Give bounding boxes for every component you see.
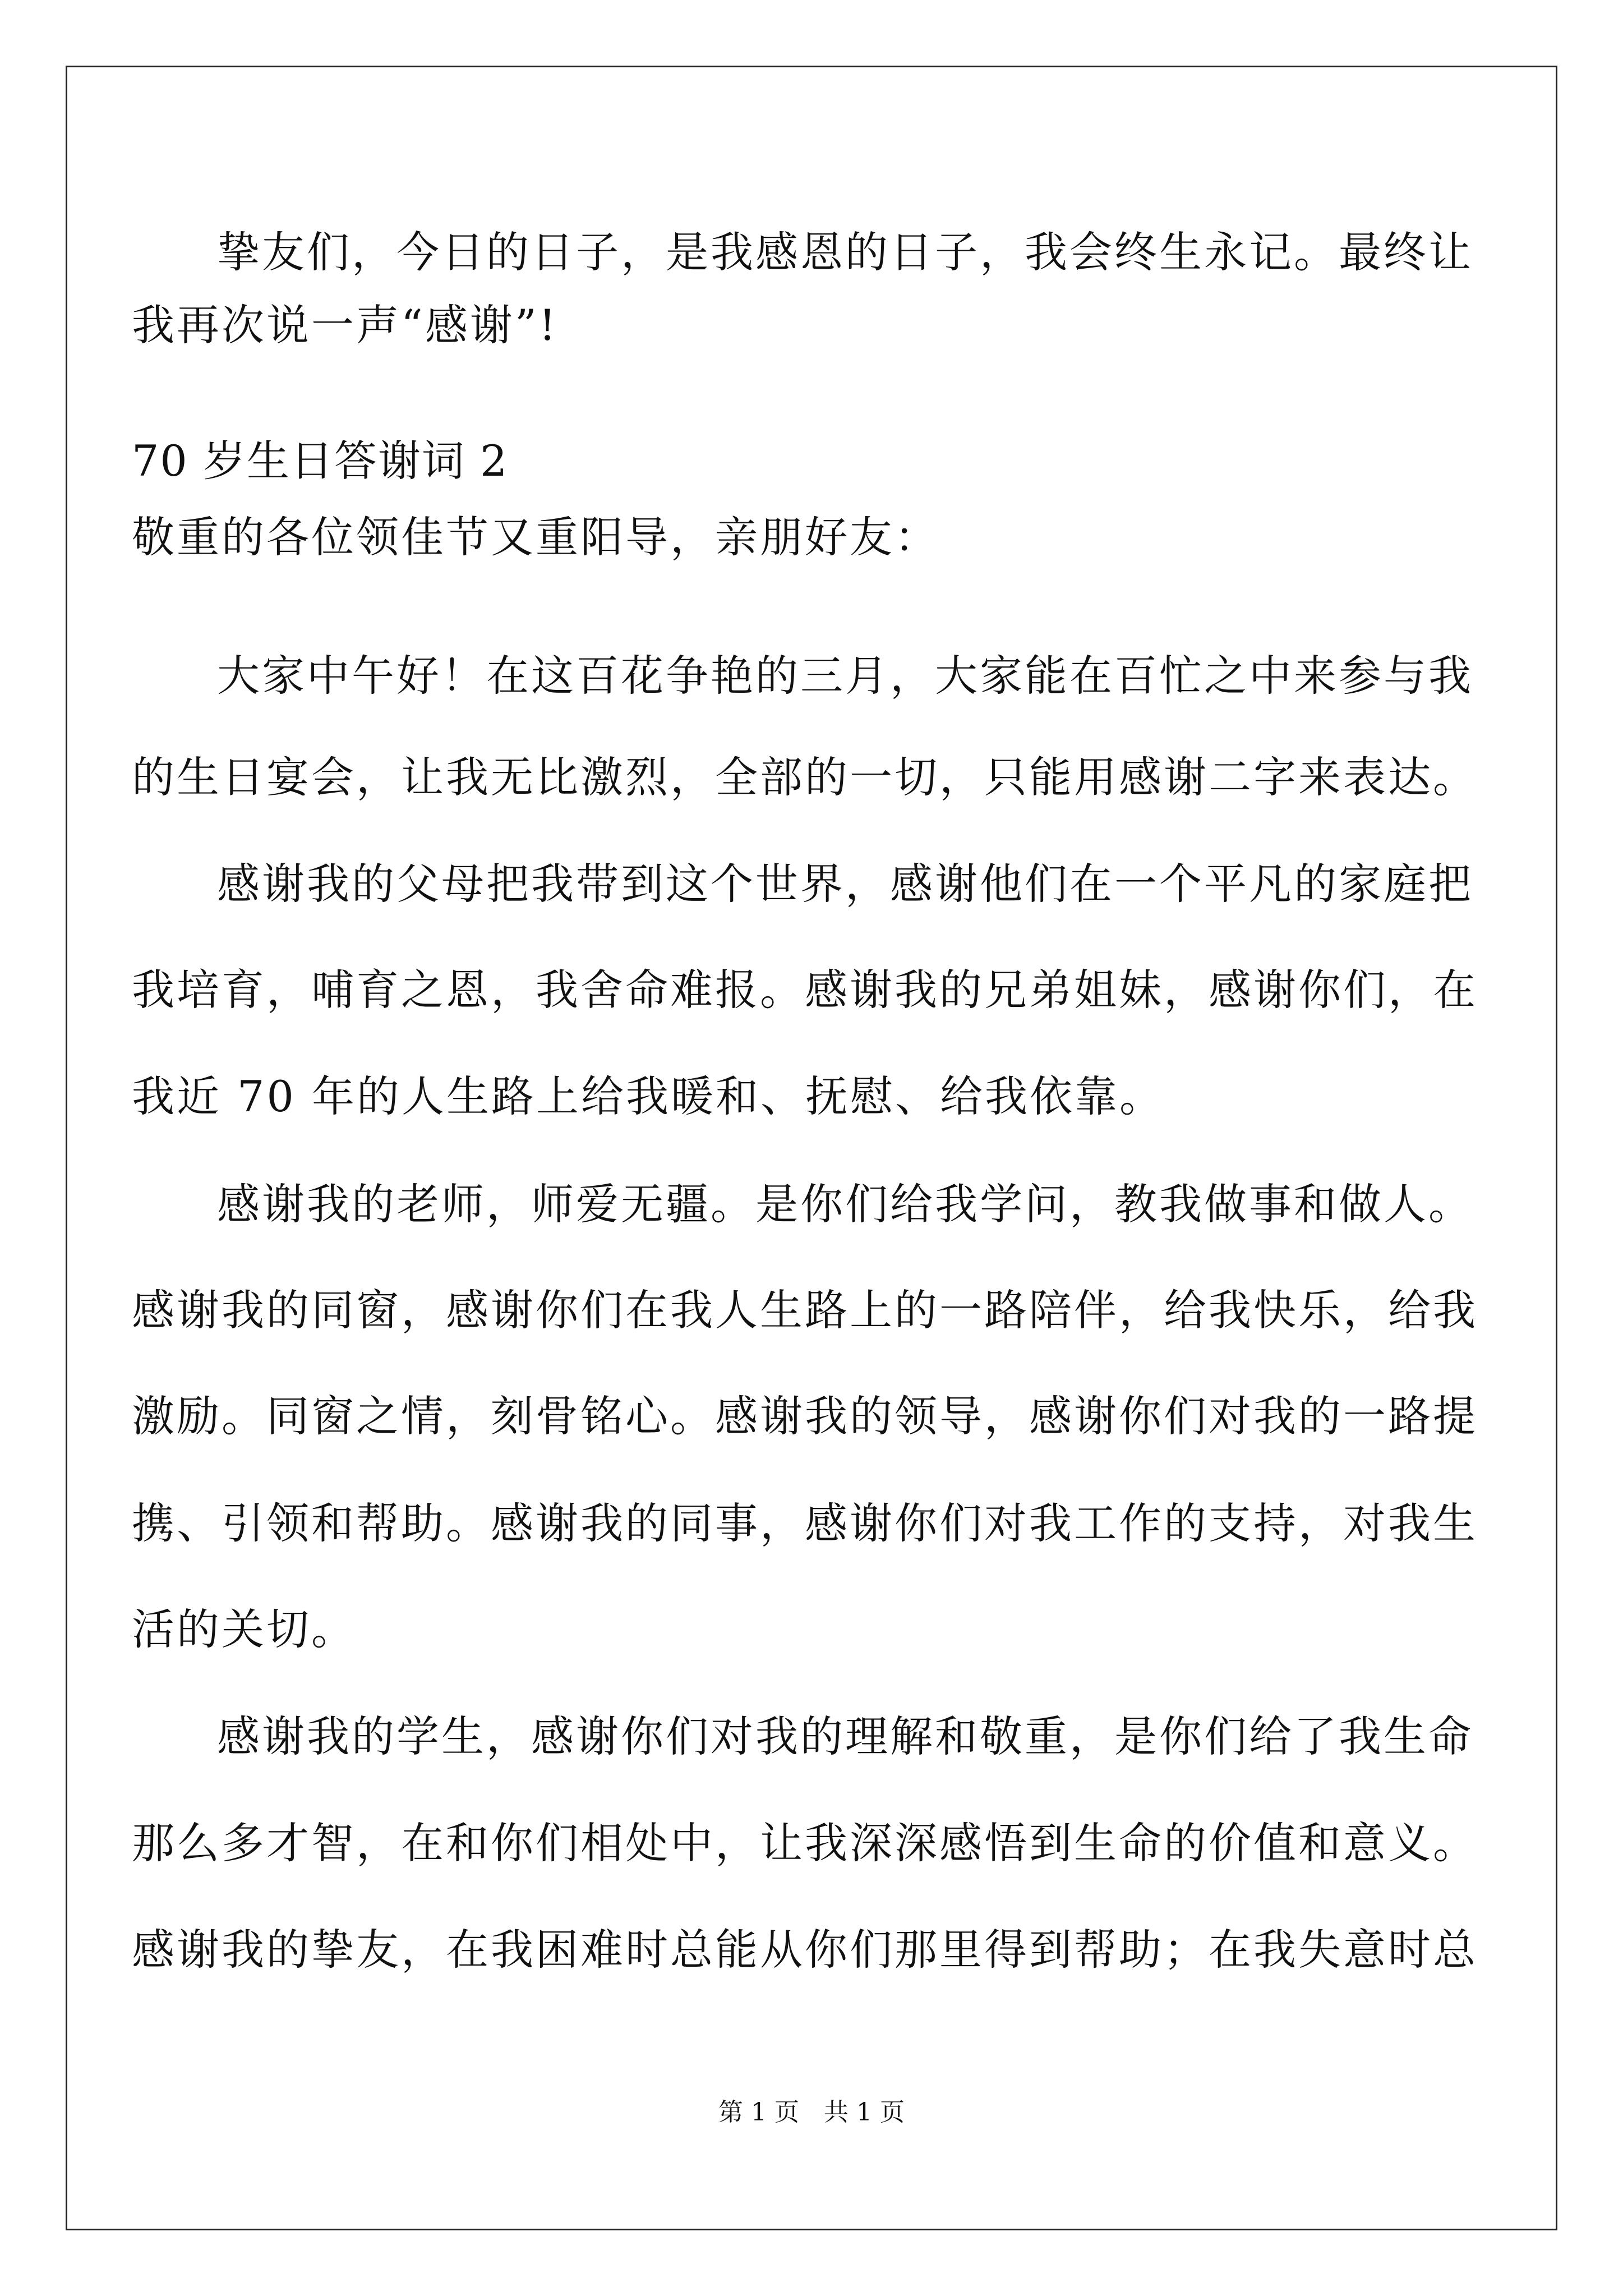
paragraph-line: 那么多才智，在和你们相处中，让我深深感悟到生命的价值和意义。 — [132, 1818, 1478, 1868]
paragraph-line: 的生日宴会，让我无比激烈，全部的一切，只能用感谢二字来表达。 — [132, 752, 1478, 802]
page-number-footer: 第 1 页 共 1 页 — [718, 2098, 905, 2127]
salutation-line: 敬重的各位领佳节又重阳导，亲朋好友： — [132, 512, 939, 562]
paragraph-line: 携、引领和帮助。感谢我的同事，感谢你们对我工作的支持，对我生 — [132, 1498, 1478, 1548]
paragraph-line: 感谢我的学生，感谢你们对我的理解和敬重，是你们给了我生命 — [217, 1711, 1473, 1761]
page-border — [66, 66, 1557, 2230]
paragraph-line: 大家中午好！在这百花争艳的三月，大家能在百忙之中来参与我 — [217, 651, 1473, 701]
paragraph-line: 挚友们，今日的日子，是我感恩的日子，我会终生永记。最终让 — [217, 227, 1473, 277]
paragraph-line: 我近 70 年的人生路上给我暖和、抚慰、给我依靠。 — [132, 1071, 1165, 1121]
paragraph-line: 激励。同窗之情，刻骨铭心。感谢我的领导，感谢你们对我的一路提 — [132, 1391, 1478, 1441]
paragraph-line: 我培育，哺育之恩，我舍命难报。感谢我的兄弟姐妹，感谢你们，在 — [132, 965, 1478, 1015]
paragraph-line: 感谢我的父母把我带到这个世界，感谢他们在一个平凡的家庭把 — [217, 859, 1473, 909]
section-heading: 70 岁生日答谢词 2 — [132, 436, 509, 486]
paragraph-line: 我再次说一声“感谢”! — [132, 300, 559, 350]
paragraph-line: 感谢我的老师，师爱无疆。是你们给我学问，教我做事和做人。 — [217, 1179, 1473, 1229]
paragraph-line: 感谢我的挚友，在我困难时总能从你们那里得到帮助；在我失意时总 — [132, 1925, 1478, 1975]
paragraph-line: 活的关切。 — [132, 1604, 356, 1654]
paragraph-line: 感谢我的同窗，感谢你们在我人生路上的一路陪伴，给我快乐，给我 — [132, 1285, 1478, 1335]
